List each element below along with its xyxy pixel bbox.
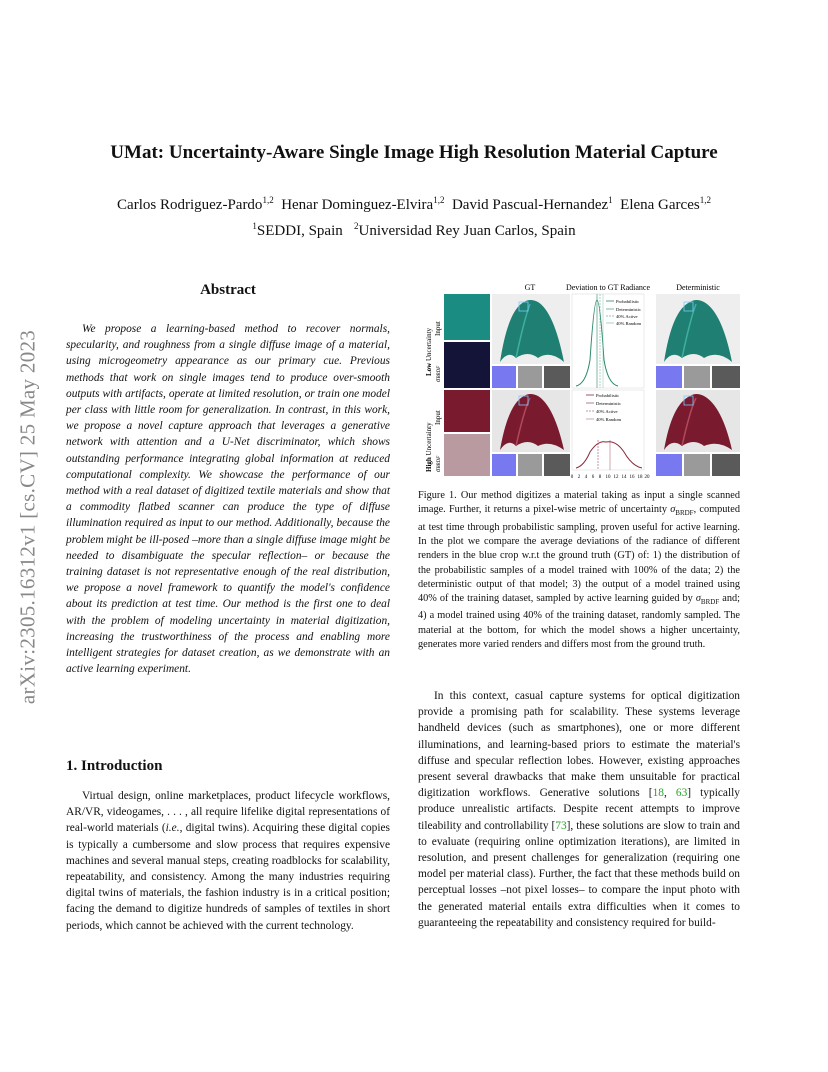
- abstract-text: We propose a learning-based method to recover normals, specularity, and roughness from a single diffuse image of a material, using microgeometry appearance as our primary cue. Previous methods that work on single images tend to produce over-smooth outputs with artifacts, operate at limited resolution, or train one model per class with little room for generalization. In contrast, in this work, we propose a novel capture approach that leverages a generative network with attention and a U-Net discriminator, which shows outstanding performance integrating global information at reduced computational complexity. We showcase the performance of our method with a real dataset of digitized textile materials and show that a commodity flatbed scanner can produce the type of diffuse illumination required as input to our method. Additionally, because the problem might be ill-posed –more than a single diffuse image might be needed to disambiguate the specular reflection– or because the training dataset is not representative enough of the real distribution, we propose a novel framework to quantify the model's confidence about its prediction at test time. Our method is the first one to deal with the problem of modeling uncertainty in material digitization, increasing the trustworthiness of the process and enabling more intelligent strategies for dataset creation, as we demonstrate with an active learning experiment.: [66, 323, 390, 676]
- svg-text:10: 10: [605, 475, 611, 480]
- svg-text:12: 12: [613, 475, 619, 480]
- svg-text:20: 20: [644, 475, 650, 480]
- citation-link[interactable]: 73: [555, 819, 567, 832]
- section-heading: 1. Introduction: [66, 758, 163, 774]
- row-label-input-high: Input: [434, 410, 442, 425]
- svg-text:40% Random: 40% Random: [616, 321, 642, 326]
- row-label-high: [425, 422, 433, 472]
- author-list: Carlos Rodriguez-Pardo$^{1,2}$ Henar Dominguez-Elvira$^{1,2}$ David Pascual-Hernandez$^1$ Elena Garces$^{1,2}$: [117, 195, 711, 213]
- col-header-deterministic: Deterministic: [676, 283, 720, 292]
- svg-text:6: 6: [591, 475, 595, 480]
- figure-1: [420, 280, 740, 480]
- author: Henar Dominguez-Elvira: [281, 197, 434, 213]
- high-input-swatch: [444, 390, 490, 432]
- svg-text:18: 18: [637, 475, 643, 480]
- figure-caption: Figure 1. Our method digitizes a material taking as input a single scanned image. Further, it returns a pixel-wise metric of uncertainty $\sigma_{BRDF}$, computed at test time through probabilistic sampling, proven useful for active learning. In the plot we compare the average deviations of the radiance of different renders in the blue crop w.r.t the ground truth (GT) of: 1) the distribution of the probabilistic samples of a model trained with 100% of the data; 2) the deterministic output of that model; 3) the output of a model trained using 40% of the training dataset, sampled by active learning guided by $\sigma_{BRDF}$ and; 4) a model trained using 40% of the training dataset, randomly sampled. The material at the bottom, for which the model shows a higher uncertainty, generates more varied renders and differs most from the ground truth.: [418, 490, 740, 651]
- low-sigma-map: [444, 342, 490, 388]
- row-label-sigma-high: σBRDF: [434, 455, 442, 472]
- svg-text:High Uncertainty: High Uncertainty: [425, 422, 433, 472]
- col-header-deviation: Deviation to GT Radiance: [565, 283, 651, 292]
- intro-paragraph: Virtual design, online marketplaces, product lifecycle workflows, AR/VR, videogames, . . . , all require lifelike digital representations of real-world materials (i.e., digital twins). Acquiring these digital copies is typically a cumbersome and slow process that requires expensive machines and several manual steps, creating roadblocks for scalability, repeatability, and consistency. Among the many industries requiring digital twins of materials, the fashion industry is in a critical position; facing the demand to digitize hundreds of samples of textiles in short periods, which cannot be achieved with the current technology.: [66, 790, 390, 932]
- col-header-gt: GT: [524, 283, 536, 292]
- svg-text:40% Random: 40% Random: [596, 417, 622, 422]
- citation-link[interactable]: 18: [652, 787, 664, 800]
- svg-text:Deterministic: Deterministic: [596, 401, 622, 406]
- paper-title: UMat: Uncertainty-Aware Single Image High Resolution Material Capture: [110, 142, 718, 163]
- row-label-low: [425, 327, 433, 376]
- svg-text:Probabilistic: Probabilistic: [616, 299, 640, 304]
- svg-text:0: 0: [570, 475, 574, 480]
- svg-text:Deterministic: Deterministic: [616, 307, 642, 312]
- abstract-heading: Abstract: [200, 282, 256, 298]
- low-input-swatch: [444, 294, 490, 340]
- author: Elena Garces: [620, 197, 700, 213]
- svg-text:4: 4: [584, 475, 588, 480]
- arxiv-identifier: arXiv:2305.16312v1 [cs.CV] 25 May 2023: [15, 329, 40, 705]
- author: Carlos Rodriguez-Pardo: [117, 197, 263, 213]
- svg-text:2: 2: [577, 475, 581, 480]
- svg-text:14: 14: [621, 475, 627, 480]
- citation-link[interactable]: 63: [675, 787, 688, 800]
- svg-text:40% Active: 40% Active: [616, 314, 638, 319]
- author: David Pascual-Hernandez: [451, 197, 609, 213]
- svg-text:8: 8: [598, 475, 602, 480]
- axis-ticks: [571, 475, 650, 480]
- svg-text:Probabilistic: Probabilistic: [596, 393, 620, 398]
- svg-text:16: 16: [629, 475, 635, 480]
- intro-paragraph-2: In this context, casual capture systems for optical digitization provide a promising path for scalability. These systems leverage handheld devices (such as smartphones), one or more different illuminations, and learning-based priors to estimate the material's diffuse and specular reflection lobes. However, existing approaches present several drawbacks that make them unsuitable for practical digitization workflows. Generative solutions [18, 63] typically produce unrealistic artifacts. Despite recent attempts to improve tileability and controllability [73], these solutions are slow to train and to evaluate (requiring online optimization iterations), are limited in resolution, and present challenges for generalization (requiring one model per material class). Further, the fact that these methods build on perceptual losses –not pixel losses– to compare the input photo with the generated material entails extra difficulties when it comes to guaranteeing the repeatability and consistency required for build-: [418, 690, 740, 929]
- row-label-sigma: σBRDF: [434, 365, 442, 382]
- svg-text:40% Active: 40% Active: [596, 409, 618, 414]
- svg-text:Low Uncertainty: Low Uncertainty: [425, 327, 433, 376]
- figure-graphic: [420, 280, 740, 480]
- affiliations: $^1$SEDDI, Spain $^2$Universidad Rey Juan Carlos, Spain: [252, 221, 576, 239]
- high-sigma-map: [444, 434, 490, 476]
- row-label-input: Input: [434, 321, 442, 336]
